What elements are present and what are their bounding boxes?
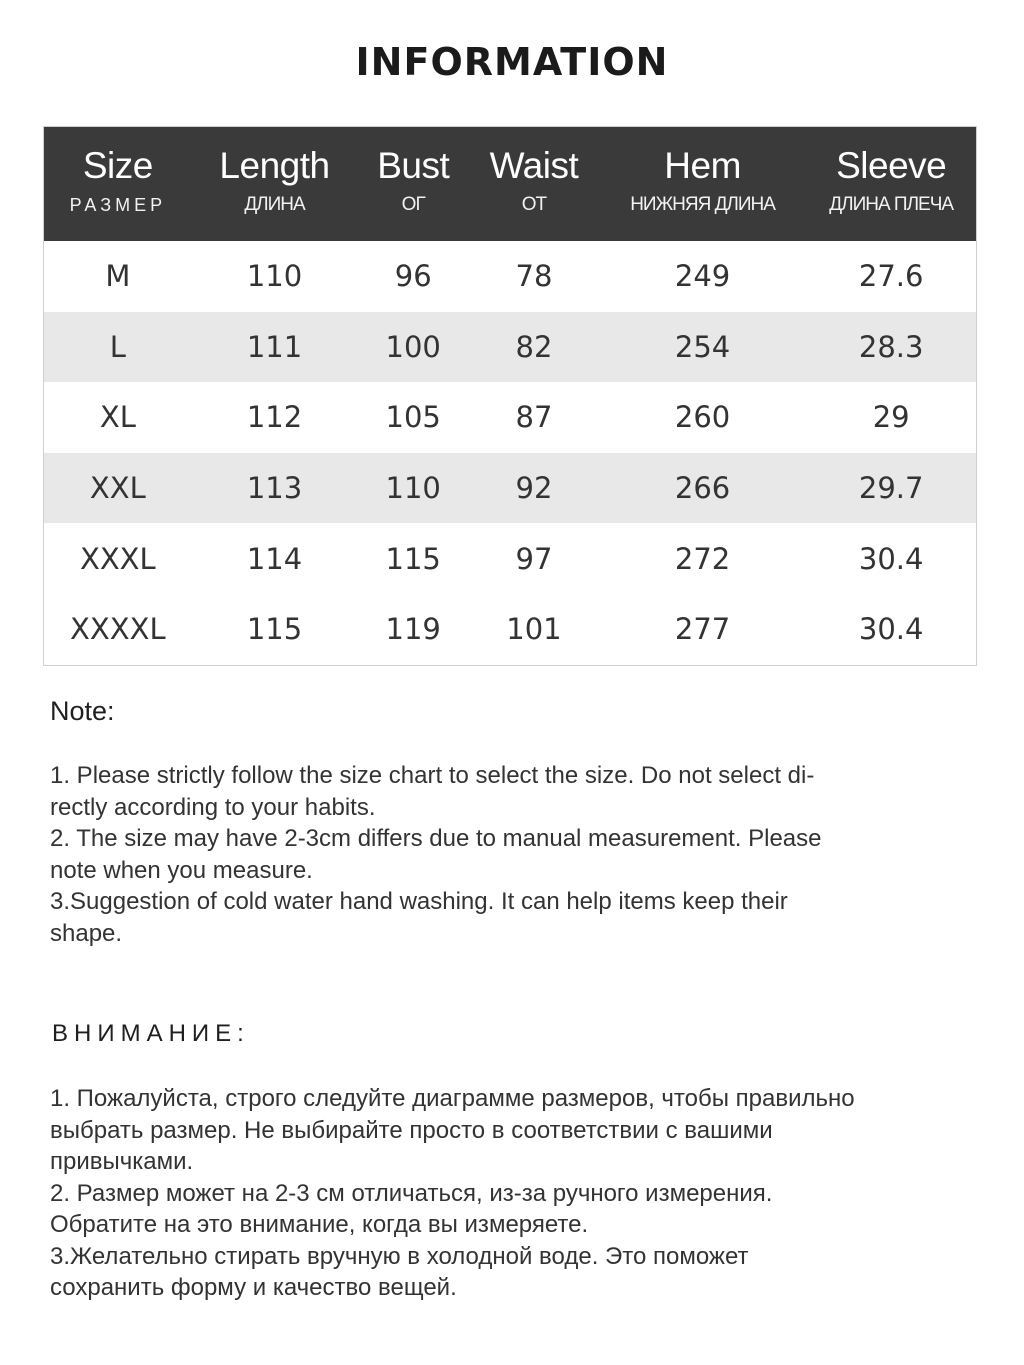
table-cell-length: 113: [246, 471, 303, 506]
table-cell-hem: 277: [674, 612, 731, 647]
ru-note-line: выбрать размер. Не выбирайте просто в соответствии с вашими: [50, 1116, 773, 1144]
table-cell-waist: 82: [515, 329, 553, 364]
table-body: [44, 241, 976, 665]
table-cell-hem: 266: [674, 471, 731, 506]
table-cell-bust: 119: [385, 612, 441, 647]
table-cell-waist: 87: [515, 400, 553, 435]
column-header-sublabel: НИЖНЯЯ ДЛИНА: [630, 194, 775, 215]
table-cell-sleeve: 27.6: [858, 259, 924, 294]
column-header-sublabel: ДЛИНА ПЛЕЧА: [829, 194, 954, 215]
ru-note-line: 2. Размер может на 2-3 см отличаться, из-за ручного измерения.: [50, 1179, 773, 1207]
table-cell-size: L: [109, 329, 126, 364]
table-row: [44, 594, 976, 665]
table-header-row: [44, 127, 976, 241]
table-cell-bust: 100: [385, 329, 441, 364]
table-cell-size: M: [105, 259, 131, 294]
table-row: [44, 241, 976, 312]
table-cell-length: 112: [246, 400, 303, 435]
column-header-sublabel: ОТ: [521, 194, 547, 215]
column-header-label: Sleeve: [836, 145, 947, 186]
column-header-hem: [599, 127, 807, 241]
column-header-sleeve: [806, 127, 976, 241]
ru-note-line: сохранить форму и качество вещей.: [50, 1274, 457, 1301]
column-header-size: [44, 127, 192, 241]
table-row: [44, 453, 976, 524]
table-cell-waist: 92: [515, 471, 553, 506]
column-header-sublabel: ОГ: [401, 194, 425, 215]
table-cell-sleeve: 29: [872, 400, 910, 435]
table-cell-bust: 110: [385, 471, 441, 506]
ru-note-line: привычками.: [50, 1148, 194, 1175]
table-cell-size: XXL: [89, 471, 146, 506]
note-line: rectly according to your habits.: [50, 793, 376, 821]
ru-note-line: 1. Пожалуйста, строго следуйте диаграмме размеров, чтобы правильно: [50, 1085, 855, 1112]
table-cell-bust: 105: [385, 400, 441, 435]
table-cell-sleeve: 29.7: [858, 471, 924, 506]
table-cell-waist: 101: [506, 612, 562, 647]
ru-note-heading: ВНИМАНИЕ:: [52, 1020, 250, 1047]
table-row: [44, 312, 976, 383]
column-header-label: Waist: [489, 145, 579, 186]
table-cell-hem: 272: [674, 541, 731, 576]
table-cell-length: 115: [246, 612, 303, 647]
table-cell-length: 111: [246, 329, 303, 364]
column-header-label: Hem: [664, 145, 741, 186]
table-cell-hem: 260: [674, 400, 731, 435]
note-line: note when you measure.: [50, 856, 313, 884]
table-cell-length: 114: [246, 541, 303, 576]
page-title: INFORMATION: [355, 40, 669, 84]
table-cell-sleeve: 30.4: [858, 612, 924, 647]
ru-note-body: [50, 1083, 980, 1304]
note-line: 2. The size may have 2-3cm differs due to manual measurement. Please: [50, 825, 822, 852]
column-header-sublabel: ДЛИНА: [244, 194, 305, 215]
table-cell-sleeve: 30.4: [858, 541, 924, 576]
column-header-label: Size: [82, 145, 153, 186]
note-line: 1. Please strictly follow the size chart to select the size. Do not select di-: [50, 762, 815, 789]
ru-note-line: Обратите на это внимание, когда вы измеряете.: [50, 1211, 589, 1238]
table-cell-bust: 96: [394, 259, 432, 294]
note-body: [50, 760, 970, 949]
note-line: shape.: [50, 919, 123, 947]
table-row: [44, 523, 976, 594]
table-row: [44, 382, 976, 453]
table-cell-length: 110: [246, 259, 303, 294]
table-cell-hem: 249: [674, 259, 731, 294]
column-header-bust: [357, 127, 469, 241]
column-header-label: Length: [219, 145, 330, 186]
table-cell-sleeve: 28.3: [858, 329, 924, 364]
table-cell-waist: 97: [515, 541, 553, 576]
table-cell-size: XL: [99, 400, 136, 435]
ru-note-line: 3.Желательно стирать вручную в холодной воде. Это поможет: [50, 1242, 749, 1270]
table-cell-waist: 78: [515, 259, 553, 294]
table-cell-bust: 115: [385, 541, 441, 576]
column-header-label: Bust: [377, 145, 450, 186]
table-cell-size: XXXL: [79, 541, 156, 576]
column-header-length: [192, 127, 358, 241]
column-header-sublabel: РАЗМЕР: [69, 195, 167, 215]
size-chart-table: [43, 126, 977, 666]
column-header-waist: [469, 127, 599, 241]
table-cell-hem: 254: [674, 329, 731, 364]
note-line: 3.Suggestion of cold water hand washing. It can help items keep their: [50, 888, 788, 915]
table-cell-size: XXXXL: [70, 612, 166, 647]
note-heading: Note:: [50, 696, 115, 726]
